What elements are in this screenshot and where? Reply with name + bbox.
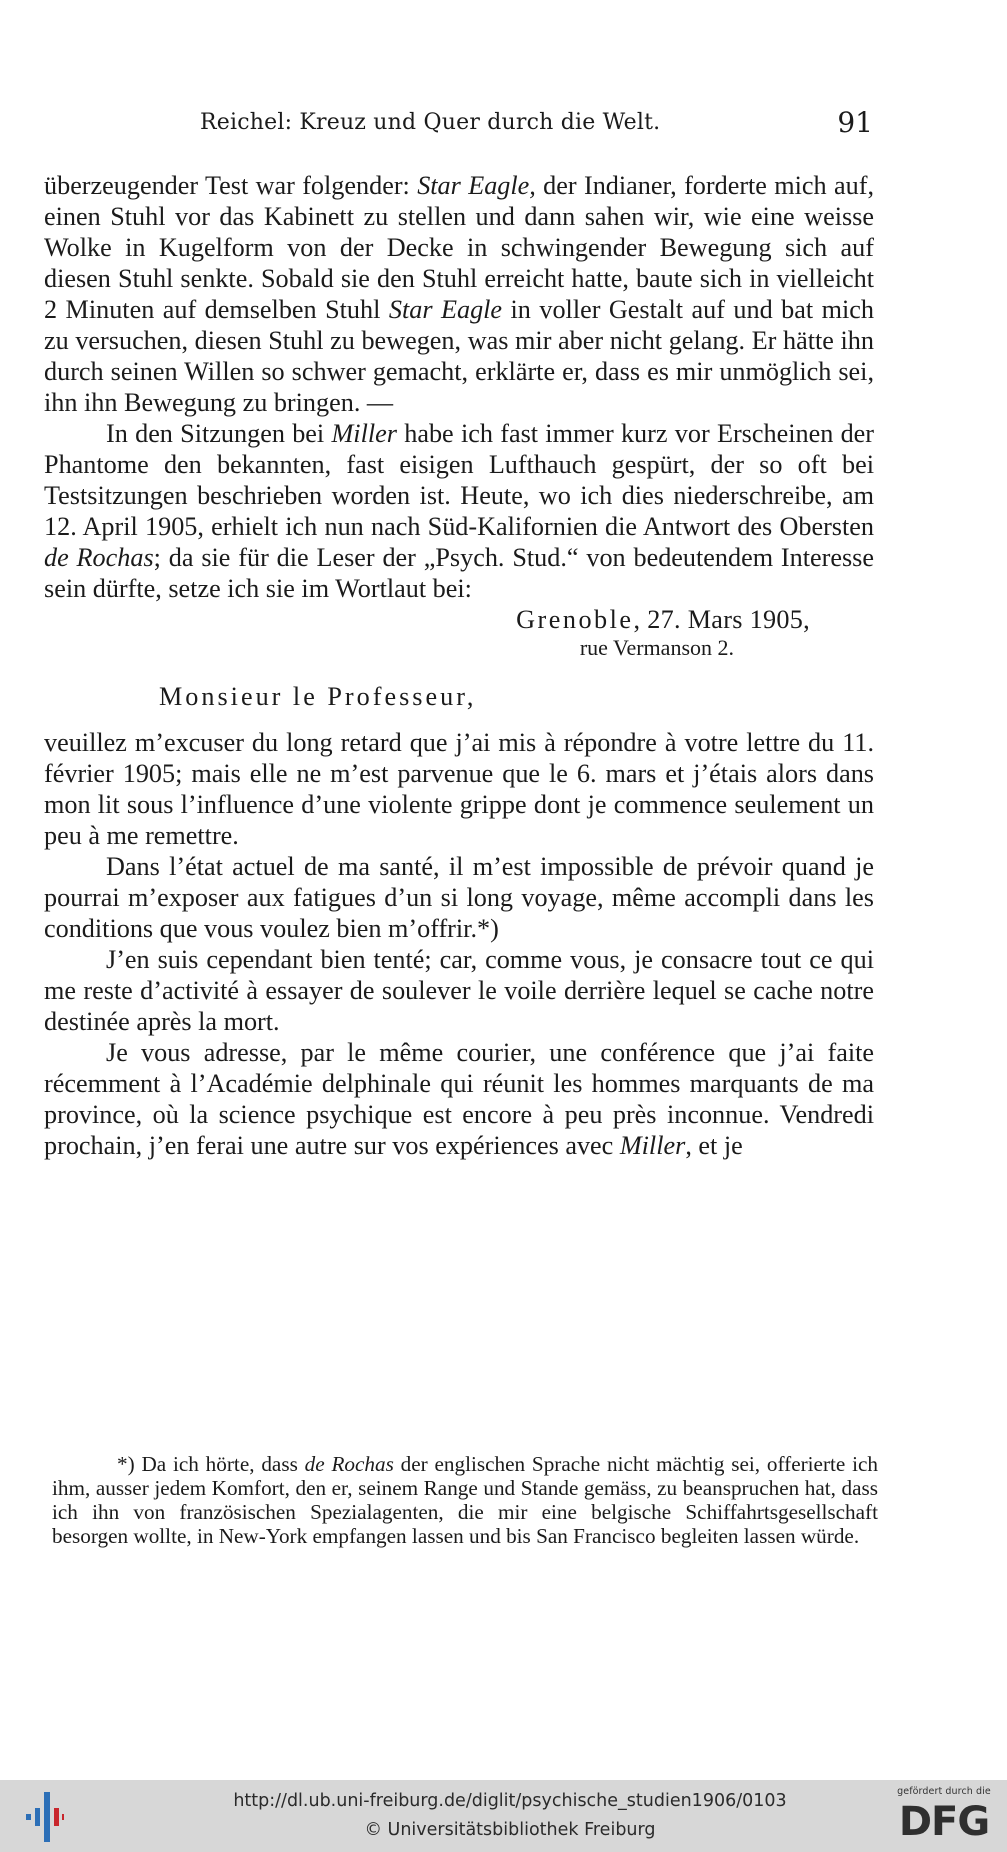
letter-date: , 27. Mars 1905, [633, 605, 810, 634]
paragraph-1: überzeugender Test war folgender: Star Eagle, der Indianer, forderte mich auf, einen Stuhl vor das Kabinett zu stellen und dann sahen wir, wie eine weisse Wolke in Kugelform von der Decke in schwingender Bewegung sich auf diesen Stuhl senkte. Sobald sie den Stuhl erreicht hatte, baute sich in vielleicht 2 Minuten auf demselben Stuhl Star Eagle in voller Gestalt auf und bat mich zu versuchen, diesen Stuhl zu bewegen, was mir aber nicht gelang. Er hätte ihn durch seinen Willen so schwer gemacht, erklärte er, dass es mir unmöglich sei, ihn ihn Bewegung zu bringen. — [44, 171, 874, 417]
letter-place: Grenoble [516, 605, 634, 634]
running-head-title: Reichel: Kreuz und Quer durch die Welt. [200, 110, 661, 135]
page-number: 91 [837, 106, 873, 139]
name-de-rochas: de Rochas [44, 543, 154, 572]
dfg-logo[interactable] [888, 1786, 1000, 1848]
paragraph-5: J’en suis cependant bien tenté; car, comme vous, je consacre tout ce qui me reste d’activité à essayer de soulever le voile derrière lequel se cache notre destinée après la mort. [44, 945, 874, 1036]
paragraph-4: Dans l’état actuel de ma santé, il m’est impossible de prévoir quand je pourrai m’exposer aux fatigues d’un si long voyage, même accompli dans les conditions que vous voulez bien m’offrir.*) [44, 852, 874, 943]
footer-copyright: © Universitätsbibliothek Freiburg [364, 1820, 656, 1840]
name-de-rochas: de Rochas [304, 1452, 394, 1476]
letter-place-date [44, 604, 874, 635]
ub-freiburg-logo-icon[interactable] [26, 1792, 64, 1842]
viewer-footer [0, 1780, 1007, 1852]
name-miller: Miller [331, 419, 397, 448]
letter-address: rue Vermanson 2. [579, 635, 734, 660]
name-star-eagle: Star Eagle [388, 295, 503, 324]
body-text [44, 170, 874, 1161]
footer-url-link[interactable]: http://dl.ub.uni-freiburg.de/diglit/psychische_studien1906/0103 [233, 1791, 787, 1811]
paragraph-3: veuillez m’excuser du long retard que j’ai mis à répondre à votre lettre du 11. février 1905; mais elle ne m’est parvenue que le 6. mars et j’étais alors dans mon lit sous l’influence d’une violente grippe dont je commence seulement un peu à me remettre. [44, 728, 874, 850]
name-star-eagle: Star Eagle, [417, 171, 536, 200]
dfg-logo-text: DFG [898, 1799, 990, 1845]
dfg-caption: gefördert durch die [897, 1786, 991, 1797]
running-head [200, 106, 873, 142]
paragraph-6: Je vous adresse, par le même courier, une conférence que j’ai faite récemment à l’Académie delphinale qui réunit les hommes marquants de ma province, où la science psychique est encore à peu près inconnue. Vendredi prochain, j’en ferai une autre sur vos expériences avec Miller, et je [44, 1038, 874, 1160]
name-miller: Miller [619, 1131, 686, 1160]
footnote: *) Da ich hörte, dass de Rochas der englischen Sprache nicht mächtig sei, offerierte ich ihm, ausser jedem Komfort, den er, seinem Range und Stande gemäss, zu beanspruchen hat, dass ich ihn von französischen Spezialagenten, die mir eine belgische Schiffahrtsgesellschaft besorgen wollte, in New-York empfangen lassen und bis San Francisco begleiten lassen würde. [52, 1452, 878, 1548]
letter-salutation: Monsieur le Professeur, [159, 682, 477, 711]
paragraph-2: In den Sitzungen bei Miller habe ich fast immer kurz vor Erscheinen der Phantome den bekannten, fast eisigen Lufthauch gespürt, der so oft bei Testsitzungen beschrieben worden ist. Heute, wo ich dies niederschreibe, am 12. April 1905, erhielt ich nun nach Süd-Kalifornien die Antwort des Obersten de Rochas; da sie für die Leser der „Psych. Stud.“ von bedeutendem Interesse sein dürfte, setze ich sie im Wortlaut bei: [44, 419, 875, 603]
